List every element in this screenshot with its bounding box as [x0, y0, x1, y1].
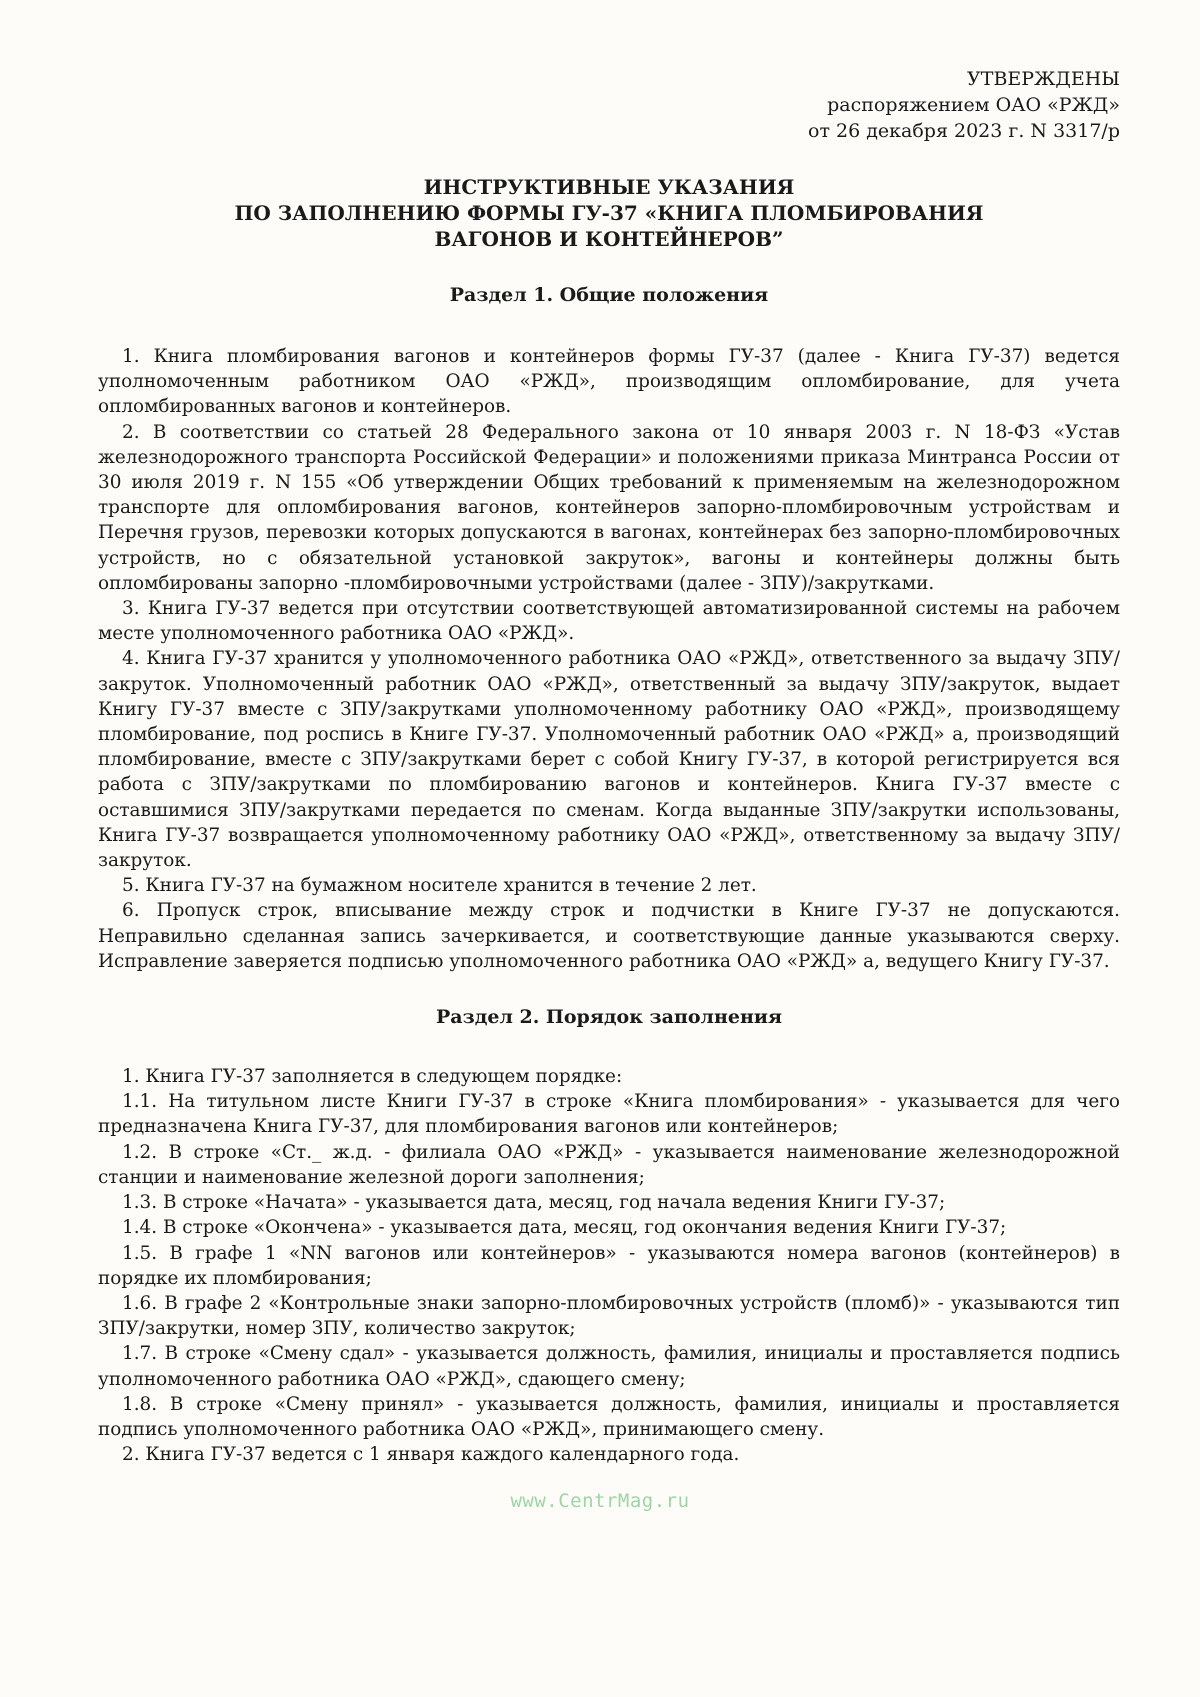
section-1-paragraph: 1. Книга пломбирования вагонов и контейнеров формы ГУ-37 (далее - Книга ГУ-37) ведется уполномоченным работником ОАО «РЖД», производящим опломбирование, для учета опломбированных вагонов и контейнеров. [98, 346, 1120, 418]
section-2-paragraph: 1.8. В строке «Смену принял» - указывается должность, фамилия, инициалы и проставляется подпись уполномоченного работника ОАО «РЖД», принимающего смену. [98, 1393, 1120, 1440]
section-2-paragraph: 1.2. В строке «Ст._ ж.д. - филиала ОАО «РЖД» - указывается наименование железнодорожной станции и наименование железной дороги заполнения; [98, 1141, 1120, 1188]
section-1-heading: Раздел 1. Общие положения [449, 284, 769, 306]
approval-line-3: от 26 декабря 2023 г. N 3317/р [808, 120, 1120, 142]
section-2-paragraph: 2. Книга ГУ-37 ведется с 1 января каждого календарного года. [122, 1444, 740, 1466]
section-2-paragraph: 1.4. В строке «Окончена» - указывается дата, месяц, год окончания ведения Книги ГУ-37; [122, 1217, 1007, 1239]
section-1-paragraph: 4. Книга ГУ-37 хранится у уполномоченного работника ОАО «РЖД», ответственного за выдачу ЗПУ/закруток. Уполномоченный работник ОАО «РЖД», ответственный за выдачу ЗПУ/закруток, выдает Книгу ГУ-37 вместе с ЗПУ/закрутками уполномоченному работнику ОАО «РЖД», производящему пломбирование, под роспись в Книге ГУ-37. Уполномоченный работник ОАО «РЖД» а, производящий пломбирование, вместе с ЗПУ/закрутками берет с собой Книгу ГУ-37, в которой регистрируется вся работа с ЗПУ/закрутками по пломбированию вагонов и контейнеров. Книга ГУ-37 вместе с оставшимися ЗПУ/закрутками передается по сменам. Когда выданные ЗПУ/закрутки использованы, Книга ГУ-37 возвращается уполномоченному работнику ОАО «РЖД», ответственному за выдачу ЗПУ/закруток. [98, 648, 1120, 872]
section-2-heading: Раздел 2. Порядок заполнения [436, 1006, 782, 1029]
approval-block [98, 66, 1120, 144]
document-title [98, 174, 1120, 252]
section-2-body [98, 1064, 1120, 1467]
section-1-paragraph: 2. В соответствии со статьей 28 Федерального закона от 10 января 2003 г. N 18-ФЗ «Устав железнодорожного транспорта Российской Федерации» и положениями приказа Минтранса России от 30 июля 2019 г. N 155 «Об утверждении Общих требований к применяемым на железнодорожном транспорте для опломбирования вагонов, контейнеров запорно-пломбировочным устройствам и Перечня грузов, перевозки которых допускаются в вагонах, контейнерах без запорно-пломбировочных устройств, но с обязательной установкой закруток», вагоны и контейнеры должны быть опломбированы запорно -пломбировочными устройствами (далее - ЗПУ)/закрутками. [98, 421, 1120, 594]
watermark: www.CentrMag.ru [510, 1490, 690, 1512]
document-page [98, 66, 1120, 1467]
section-1-body [98, 344, 1120, 974]
section-2-paragraph: 1.6. В графе 2 «Контрольные знаки запорно-пломбировочных устройств (пломб)» - указываются тип ЗПУ/закрутки, номер ЗПУ, количество закруток; [98, 1292, 1120, 1340]
title-line-1: ИНСТРУКТИВНЫЕ УКАЗАНИЯ [423, 175, 795, 199]
section-2-paragraph: 1.7. В строке «Смену сдал» - указывается должность, фамилия, инициалы и проставляется подпись уполномоченного работника ОАО «РЖД», сдающего смену; [98, 1343, 1120, 1390]
title-line-2: ПО ЗАПОЛНЕНИЮ ФОРМЫ ГУ-37 «КНИГА ПЛОМБИРОВАНИЯ [234, 201, 984, 225]
approval-line-1: УТВЕРЖДЕНЫ [967, 68, 1120, 90]
section-2-paragraph: 1.3. В строке «Начата» - указывается дата, месяц, год начала ведения Книги ГУ-37; [122, 1192, 946, 1214]
section-2-paragraph: 1.5. В графе 1 «NN вагонов или контейнеров» - указываются номера вагонов (контейнеров) в порядке их пломбирования; [98, 1242, 1120, 1289]
section-1-paragraph: 3. Книга ГУ-37 ведется при отсутствии соответствующей автоматизированной системы на рабочем месте уполномоченного работника ОАО «РЖД». [98, 598, 1120, 645]
section-1-paragraph: 5. Книга ГУ-37 на бумажном носителе хранится в течение 2 лет. [122, 875, 757, 897]
title-line-3: ВАГОНОВ И КОНТЕЙНЕРОВ” [434, 227, 784, 251]
section-2-paragraph: 1.1. На титульном листе Книги ГУ-37 в строке «Книга пломбирования» - указывается для чего предназначена Книга ГУ-37, для пломбирования вагонов или контейнеров; [98, 1091, 1120, 1138]
approval-line-2: распоряжением ОАО «РЖД» [827, 94, 1120, 116]
section-2-paragraph: 1. Книга ГУ-37 заполняется в следующем порядке: [122, 1066, 623, 1088]
section-1-paragraph: 6. Пропуск строк, вписывание между строк и подчистки в Книге ГУ-37 не допускаются. Неправильно сделанная запись зачеркивается, и соответствующие данные указываются сверху. Исправление заверяется подписью уполномоченного работника ОАО «РЖД» а, ведущего Книгу ГУ-37. [98, 900, 1120, 972]
